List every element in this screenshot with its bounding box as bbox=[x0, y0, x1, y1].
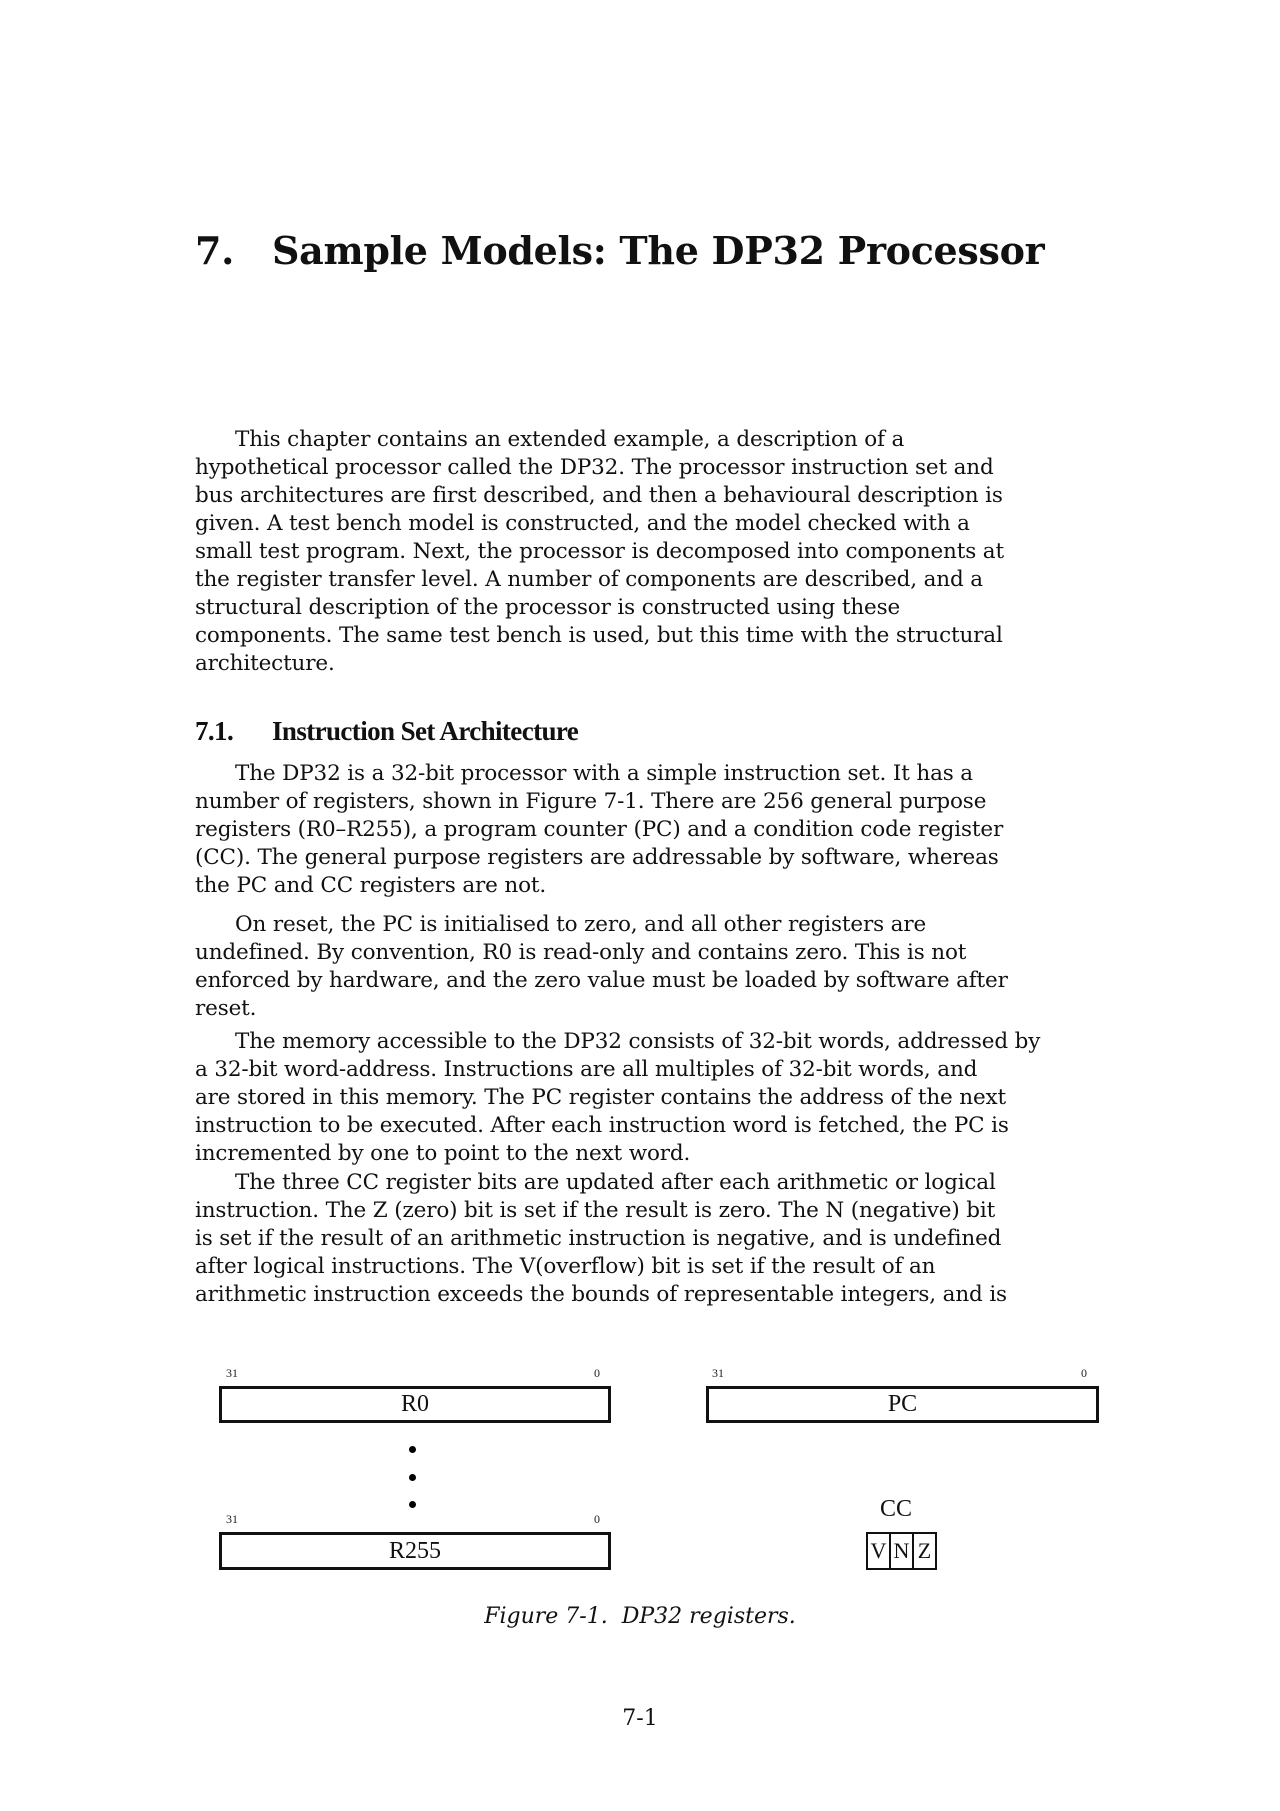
ellipsis-dot bbox=[409, 1446, 416, 1453]
register-r0-label: R0 bbox=[400, 1391, 429, 1417]
page-number: 7-1 bbox=[622, 1706, 658, 1731]
text-line: This chapter contains an extended example, a description of a bbox=[235, 427, 905, 452]
text-line: components. The same test bench is used, but this time with the structural bbox=[195, 623, 1003, 648]
text-line: is set if the result of an arithmetic instruction is negative, and is undefined bbox=[195, 1226, 1002, 1251]
section-title: Instruction Set Architecture bbox=[272, 716, 579, 746]
text-line: (CC). The general purpose registers are addressable by software, whereas bbox=[195, 845, 999, 870]
paragraph-cc-bits bbox=[195, 1169, 1125, 1309]
ellipsis-dot bbox=[409, 1474, 416, 1481]
chapter-number: 7. bbox=[195, 228, 235, 273]
chapter-title bbox=[195, 228, 1044, 273]
text-line: undefined. By convention, R0 is read-only and contains zero. This is not bbox=[195, 940, 967, 965]
text-line: small test program. Next, the processor is decomposed into components at bbox=[195, 539, 1004, 564]
text-line: architecture. bbox=[195, 651, 335, 676]
text-line: arithmetic instruction exceeds the bounds of representable integers, and is bbox=[195, 1282, 1007, 1307]
register-r255 bbox=[219, 1532, 611, 1570]
register-r0 bbox=[219, 1386, 611, 1423]
figure-caption-text: DP32 registers. bbox=[621, 1604, 796, 1629]
text-line: The DP32 is a 32-bit processor with a simple instruction set. It has a bbox=[235, 761, 973, 786]
register-cc bbox=[868, 1532, 937, 1570]
paragraph-memory bbox=[195, 1028, 1125, 1168]
figure-caption bbox=[0, 1604, 1280, 1629]
ellipsis-dot bbox=[409, 1501, 416, 1508]
text-line: The three CC register bits are updated after each arithmetic or logical bbox=[235, 1170, 996, 1195]
pc-lsb-label: 0 bbox=[1081, 1366, 1087, 1380]
chapter-title-text: Sample Models: The DP32 Processor bbox=[272, 228, 1045, 273]
intro-paragraph bbox=[195, 426, 1125, 678]
text-line: structural description of the processor is constructed using these bbox=[195, 595, 901, 620]
pc-msb-label: 31 bbox=[712, 1366, 724, 1380]
text-line: instruction. The Z (zero) bit is set if the result is zero. The N (negative) bit bbox=[195, 1198, 996, 1223]
section-number: 7.1. bbox=[195, 716, 234, 746]
text-line: bus architectures are first described, and then a behavioural description is bbox=[195, 483, 1003, 508]
r255-lsb-label: 0 bbox=[594, 1512, 600, 1526]
text-line: a 32-bit word-address. Instructions are all multiples of 32-bit words, and bbox=[195, 1057, 978, 1082]
text-line: incremented by one to point to the next word. bbox=[195, 1141, 691, 1166]
text-line: hypothetical processor called the DP32. The processor instruction set and bbox=[195, 455, 994, 480]
register-pc bbox=[706, 1386, 1099, 1423]
paragraph-reset bbox=[195, 911, 1125, 1023]
text-line: reset. bbox=[195, 996, 257, 1021]
text-line: are stored in this memory. The PC register contains the address of the next bbox=[195, 1085, 1007, 1110]
register-r255-label: R255 bbox=[388, 1537, 441, 1564]
r255-msb-label: 31 bbox=[226, 1512, 238, 1526]
r0-msb-label: 31 bbox=[226, 1366, 238, 1380]
text-line: given. A test bench model is constructed, and the model checked with a bbox=[195, 511, 970, 536]
register-cc-label: CC bbox=[880, 1496, 913, 1522]
register-pc-label: PC bbox=[887, 1391, 918, 1417]
text-line: the PC and CC registers are not. bbox=[195, 873, 547, 898]
text-line: enforced by hardware, and the zero value must be loaded by software after bbox=[195, 968, 1008, 993]
cc-bit-z: Z bbox=[912, 1532, 937, 1570]
text-line: the register transfer level. A number of components are described, and a bbox=[195, 567, 983, 592]
r0-lsb-label: 0 bbox=[594, 1366, 600, 1380]
text-line: after logical instructions. The V(overflow) bit is set if the result of an bbox=[195, 1254, 936, 1279]
cc-bit-n: N bbox=[889, 1532, 914, 1570]
text-line: instruction to be executed. After each instruction word is fetched, the PC is bbox=[195, 1113, 1009, 1138]
paragraph-registers bbox=[195, 760, 1125, 900]
text-line: registers (R0–R255), a program counter (PC) and a condition code register bbox=[195, 817, 1004, 842]
section-heading bbox=[195, 716, 578, 747]
text-line: The memory accessible to the DP32 consists of 32-bit words, addressed by bbox=[235, 1029, 1041, 1054]
text-line: On reset, the PC is initialised to zero, and all other registers are bbox=[235, 912, 927, 937]
cc-bit-v: V bbox=[866, 1532, 891, 1570]
figure-caption-label: Figure 7-1. bbox=[484, 1604, 608, 1629]
text-line: number of registers, shown in Figure 7-1. There are 256 general purpose bbox=[195, 789, 987, 814]
